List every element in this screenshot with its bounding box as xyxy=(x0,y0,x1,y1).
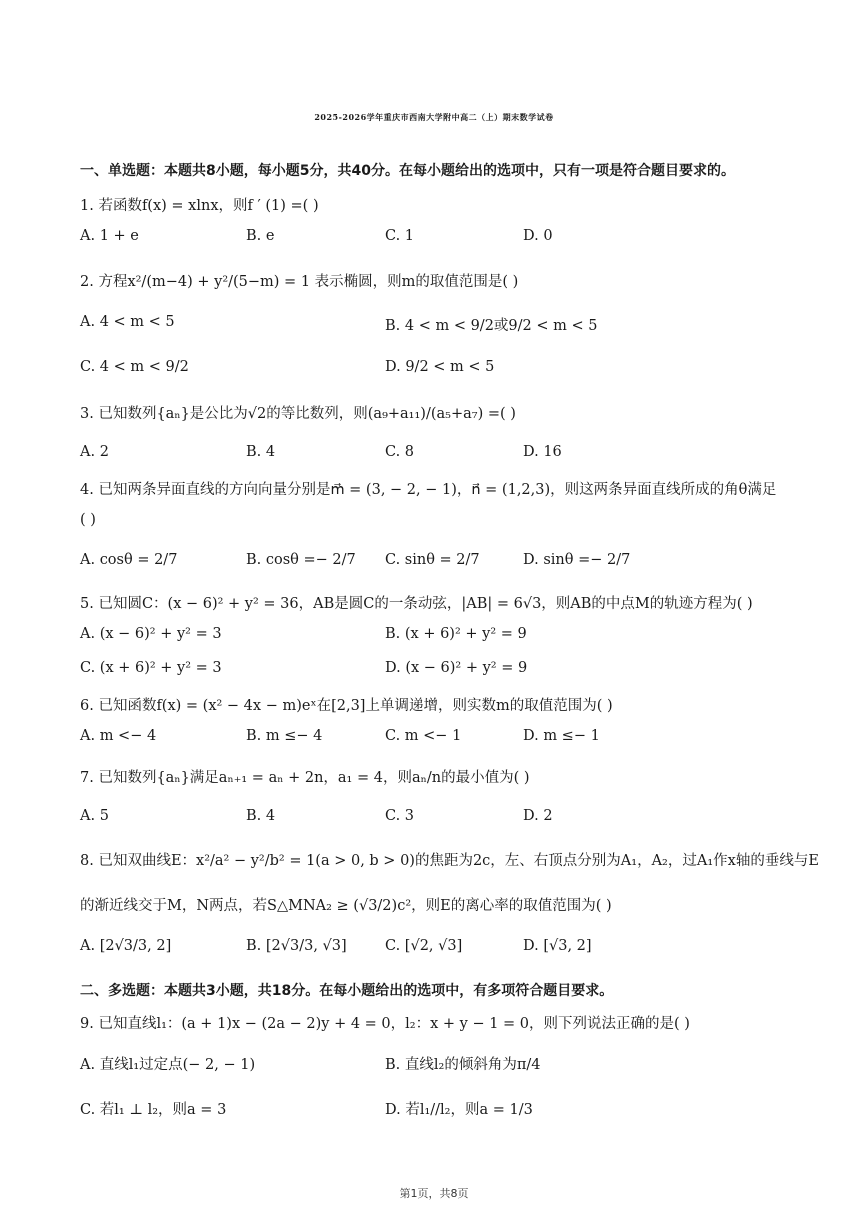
question-5-stem: 5. 已知圆C：(x − 6)² + y² = 36，AB是圆C的一条动弦，|AB| = 6√3，则AB的中点M的轨迹方程为( ) xyxy=(80,596,753,612)
question-7-stem: 7. 已知数列{aₙ}满足aₙ₊₁ = aₙ + 2n，a₁ = 4，则aₙ/n的最小值为( ) xyxy=(80,770,530,786)
question-3-option-d: D. 16 xyxy=(523,444,562,460)
question-7-option-d: D. 2 xyxy=(523,808,553,824)
question-9-stem: 9. 已知直线l₁：(a + 1)x − (2a − 2)y + 4 = 0，l₂：x + y − 1 = 0，则下列说法正确的是( ) xyxy=(80,1016,690,1032)
question-4-option-a: A. cosθ = 2/7 xyxy=(80,552,178,568)
question-9-option-c: C. 若l₁ ⊥ l₂，则a = 3 xyxy=(80,1102,227,1118)
question-1-option-c: C. 1 xyxy=(385,228,415,244)
question-7-option-a: A. 5 xyxy=(80,808,109,824)
question-3-option-c: C. 8 xyxy=(385,444,415,460)
section-heading-single-choice: 一、单选题：本题共8小题，每小题5分，共40分。在每小题给出的选项中，只有一项是符合题目要求的。 xyxy=(80,163,735,179)
question-8-option-d: D. [√3, 2] xyxy=(523,938,592,954)
question-9-option-b: B. 直线l₂的倾斜角为π/4 xyxy=(385,1057,541,1073)
question-5-option-d: D. (x − 6)² + y² = 9 xyxy=(385,660,528,676)
question-4-option-d: D. sinθ =− 2/7 xyxy=(523,552,631,568)
question-4-option-b: B. cosθ =− 2/7 xyxy=(246,552,356,568)
question-5-option-b: B. (x + 6)² + y² = 9 xyxy=(385,626,527,642)
question-1-option-b: B. e xyxy=(246,228,275,244)
question-6-option-b: B. m ≤− 4 xyxy=(246,728,323,744)
question-1-option-a: A. 1 + e xyxy=(80,228,139,244)
question-7-option-c: C. 3 xyxy=(385,808,415,824)
question-6-stem: 6. 已知函数f(x) = (x² − 4x − m)eˣ在[2,3]上单调递增，则实数m的取值范围为( ) xyxy=(80,698,613,714)
question-8-option-a: A. [2√3/3, 2] xyxy=(80,938,172,954)
question-8-stem-cont: 的渐近线交于M，N两点，若S△MNA₂ ≥ (√3/2)c²，则E的离心率的取值范围为( ) xyxy=(80,898,612,914)
page-number-footer: 第1页，共8页 xyxy=(399,1187,469,1200)
question-8-option-c: C. [√2, √3] xyxy=(385,938,463,954)
question-2-option-b: B. 4 < m < 9/2或9/2 < m < 5 xyxy=(385,318,598,334)
exam-title: 2025-2026学年重庆市西南大学附中高二（上）期末数学试卷 xyxy=(314,112,554,122)
question-2-option-d: D. 9/2 < m < 5 xyxy=(385,359,495,375)
question-6-option-a: A. m <− 4 xyxy=(80,728,157,744)
question-3-option-a: A. 2 xyxy=(80,444,109,460)
question-8-stem: 8. 已知双曲线E：x²/a² − y²/b² = 1(a > 0, b > 0)的焦距为2c，左、右顶点分别为A₁，A₂，过A₁作x轴的垂线与E xyxy=(80,853,819,869)
question-9-option-d: D. 若l₁//l₂，则a = 1/3 xyxy=(385,1102,533,1118)
question-3-stem: 3. 已知数列{aₙ}是公比为√2的等比数列，则(a₉+a₁₁)/(a₅+a₇) =( ) xyxy=(80,406,516,422)
question-6-option-d: D. m ≤− 1 xyxy=(523,728,600,744)
question-3-option-b: B. 4 xyxy=(246,444,276,460)
question-5-option-a: A. (x − 6)² + y² = 3 xyxy=(80,626,222,642)
question-1-option-d: D. 0 xyxy=(523,228,553,244)
question-5-option-c: C. (x + 6)² + y² = 3 xyxy=(80,660,222,676)
question-2-option-c: C. 4 < m < 9/2 xyxy=(80,359,189,375)
question-6-option-c: C. m <− 1 xyxy=(385,728,462,744)
question-4-stem-cont: ( ) xyxy=(80,512,96,528)
question-4-stem: 4. 已知两条异面直线的方向向量分别是m⃗ = (3, − 2, − 1)，n⃗ = (1,2,3)，则这两条异面直线所成的角θ满足 xyxy=(80,482,777,498)
question-4-option-c: C. sinθ = 2/7 xyxy=(385,552,480,568)
question-8-option-b: B. [2√3/3, √3] xyxy=(246,938,347,954)
question-1-stem: 1. 若函数f(x) = xlnx，则f ′ (1) =( ) xyxy=(80,198,319,214)
question-9-option-a: A. 直线l₁过定点(− 2, − 1) xyxy=(80,1057,256,1073)
section-heading-multi-choice: 二、多选题：本题共3小题，共18分。在每小题给出的选项中，有多项符合题目要求。 xyxy=(80,983,614,999)
question-2-stem: 2. 方程x²/(m−4) + y²/(5−m) = 1 表示椭圆，则m的取值范围是( ) xyxy=(80,274,519,290)
question-2-option-a: A. 4 < m < 5 xyxy=(80,314,175,330)
question-7-option-b: B. 4 xyxy=(246,808,276,824)
